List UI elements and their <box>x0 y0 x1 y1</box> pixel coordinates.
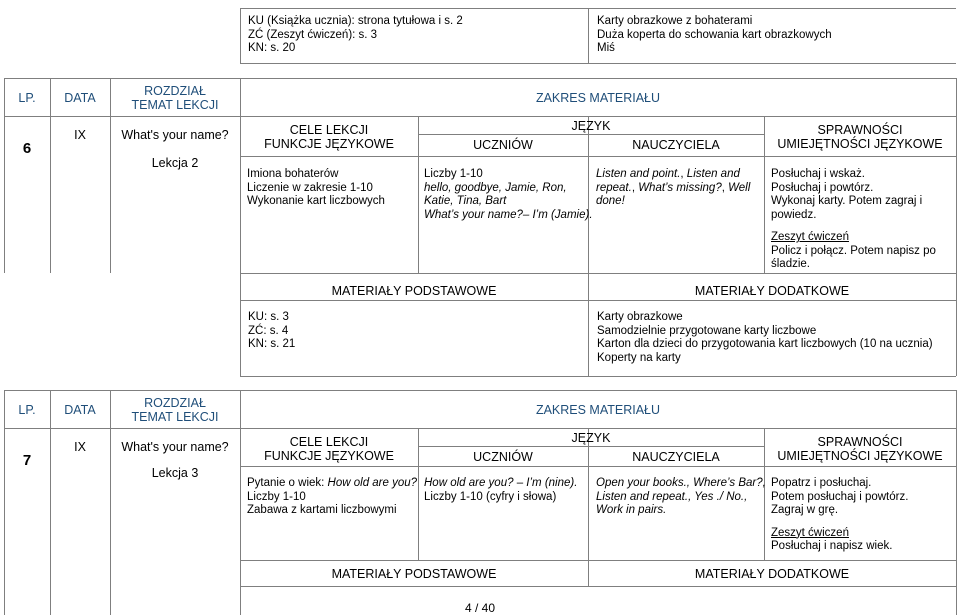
list-item: Zagraj w grę. <box>771 504 839 516</box>
list-item <box>596 168 750 182</box>
list-item: Potem posłuchaj i powtórz. <box>771 490 909 503</box>
chapter-title: What's your name? <box>121 128 229 142</box>
phrase: How old are you? <box>327 477 418 489</box>
list-item: Karty obrazkowe <box>597 311 683 323</box>
chapter-header <box>110 396 240 424</box>
goals-list <box>247 477 417 518</box>
students-header: UCZNIÓW <box>473 138 533 152</box>
text-line: ZĆ (Zeszyt ćwiczeń): s. 3 <box>248 28 378 41</box>
text-line: KU (Książka ucznia): strona tytułowa i s. 2 <box>248 15 463 27</box>
chapter-header-line: ROZDZIAŁ <box>144 84 206 98</box>
teacher-language <box>596 477 766 518</box>
text-line: Karty obrazkowe z bohaterami <box>597 15 753 27</box>
lesson-number: 6 <box>22 140 32 157</box>
phrase: Listen and point. <box>596 168 681 180</box>
list-item: Liczenie w zakresie 1-10 <box>247 181 373 194</box>
list-item: done! <box>596 195 625 207</box>
list-item: Wykonaj karty. Potem zagraj i <box>771 195 923 207</box>
text-line: KN: s. 20 <box>248 42 296 54</box>
language-header: JĘZYK <box>571 431 611 445</box>
date-header: DATA <box>64 91 96 105</box>
text-line: Duża koperta do schowania kart obrazkowych <box>597 28 832 41</box>
extra-materials-header: MATERIAŁY DODATKOWE <box>694 284 850 298</box>
phrase: Listen and <box>686 168 740 180</box>
list-item: Samodzielnie przygotowane karty liczbowe <box>597 324 817 337</box>
phrase: repeat. <box>596 181 632 194</box>
separator: , <box>721 181 729 194</box>
skills-header-line: SPRAWNOŚCI <box>817 123 903 137</box>
list-item: Liczby 1-10 <box>247 490 306 503</box>
basic-materials-list <box>248 311 295 352</box>
lesson-month: IX <box>74 128 86 142</box>
list-item: KN: s. 21 <box>248 338 296 350</box>
list-item <box>247 477 417 491</box>
list-item: Posłuchaj i napisz wiek. <box>771 540 893 552</box>
goals-header-line: CELE LEKCJI <box>289 123 369 137</box>
topic-header-line: TEMAT LEKCJI <box>131 98 219 112</box>
list-item: Open your books., Where’s Bar?, <box>596 477 766 489</box>
abilities-header-line: UMIEJĘTNOŚCI JĘZYKOWE <box>777 137 943 151</box>
lesson-number: 7 <box>22 452 32 469</box>
basic-materials-header: MATERIAŁY PODSTAWOWE <box>331 567 497 581</box>
list-item <box>596 182 750 196</box>
students-language <box>424 168 593 222</box>
separator: , <box>631 181 639 194</box>
top-extra-materials <box>597 15 832 56</box>
list-item: Work in pairs. <box>596 504 667 516</box>
lesson-month: IX <box>74 440 86 454</box>
phrase: What’s missing? <box>638 181 722 194</box>
students-language <box>424 477 577 504</box>
scope-header: ZAKRES MATERIAŁU <box>535 403 661 417</box>
skills-header-line: SPRAWNOŚCI <box>817 435 903 449</box>
list-item: Listen and repeat., Yes ./ No., <box>596 490 748 503</box>
list-item: ZĆ: s. 4 <box>248 324 289 337</box>
chapter-title: What's your name? <box>121 440 229 454</box>
skills-list <box>771 477 908 554</box>
scope-header: ZAKRES MATERIAŁU <box>535 91 661 105</box>
topic-header-line: TEMAT LEKCJI <box>131 410 219 424</box>
date-header: DATA <box>64 403 96 417</box>
list-item: powiedz. <box>771 208 817 221</box>
functions-header-line: FUNKCJE JĘZYKOWE <box>264 449 394 463</box>
goals-list <box>247 168 385 209</box>
lesson-label: Lekcja 3 <box>151 466 199 480</box>
lesson-label: Lekcja 2 <box>151 156 199 170</box>
lp-header: LP. <box>18 91 36 105</box>
top-basic-materials <box>248 15 463 56</box>
list-item: KU: s. 3 <box>248 311 289 323</box>
workbook-label: Zeszyt ćwiczeń <box>771 526 849 539</box>
functions-header-line: FUNKCJE JĘZYKOWE <box>264 137 394 151</box>
list-item: What’s your name?– I’m (Jamie). <box>424 208 593 221</box>
list-item: Wykonanie kart liczbowych <box>247 195 385 207</box>
skills-header <box>764 435 956 463</box>
list-item: Karton dla dzieci do przygotowania kart liczbowych (10 na ucznia) <box>597 338 933 350</box>
list-item <box>424 477 577 491</box>
language-header: JĘZYK <box>571 119 611 133</box>
phrase: I’m (nine). <box>526 477 578 489</box>
goals-header-line: CELE LEKCJI <box>289 435 369 449</box>
list-item: Imiona bohaterów <box>247 168 339 180</box>
lp-header: LP. <box>18 403 36 417</box>
list-item: Liczby 1-10 <box>424 168 483 180</box>
chapter-header-line: ROZDZIAŁ <box>144 396 206 410</box>
basic-materials-header: MATERIAŁY PODSTAWOWE <box>331 284 497 298</box>
teacher-language <box>596 168 750 209</box>
phrase: Well <box>728 181 751 194</box>
chapter-header <box>110 84 240 112</box>
workbook-label: Zeszyt ćwiczeń <box>771 231 849 243</box>
skills-list <box>771 168 936 272</box>
list-item: śladzie. <box>771 258 810 270</box>
list-item: hello, goodbye, Jamie, Ron, <box>424 181 567 194</box>
teacher-header: NAUCZYCIELA <box>632 138 720 152</box>
text-line: Miś <box>597 42 615 54</box>
students-header: UCZNIÓW <box>473 450 533 464</box>
separator: – <box>513 477 527 489</box>
list-item: Katie, Tina, Bart <box>424 195 507 207</box>
abilities-header-line: UMIEJĘTNOŚCI JĘZYKOWE <box>777 449 943 463</box>
list-item: Koperty na karty <box>597 351 681 364</box>
list-item: Policz i połącz. Potem napisz po <box>771 244 936 257</box>
list-item: Zabawa z kartami liczbowymi <box>247 504 397 516</box>
list-item: Posłuchaj i wskaż. <box>771 168 865 180</box>
extra-materials-header: MATERIAŁY DODATKOWE <box>694 567 850 581</box>
goals-header <box>240 435 418 463</box>
list-item: Posłuchaj i powtórz. <box>771 181 874 194</box>
goal-text: Pytanie o wiek: <box>247 477 328 489</box>
skills-header <box>764 123 956 151</box>
extra-materials-list <box>597 311 933 365</box>
page-number: 4 / 40 <box>464 601 496 615</box>
goals-header <box>240 123 418 151</box>
teacher-header: NAUCZYCIELA <box>632 450 720 464</box>
list-item: Popatrz i posłuchaj. <box>771 477 872 489</box>
separator: , <box>680 168 687 180</box>
list-item: Liczby 1-10 (cyfry i słowa) <box>424 490 557 503</box>
phrase: How old are you? <box>424 477 514 489</box>
